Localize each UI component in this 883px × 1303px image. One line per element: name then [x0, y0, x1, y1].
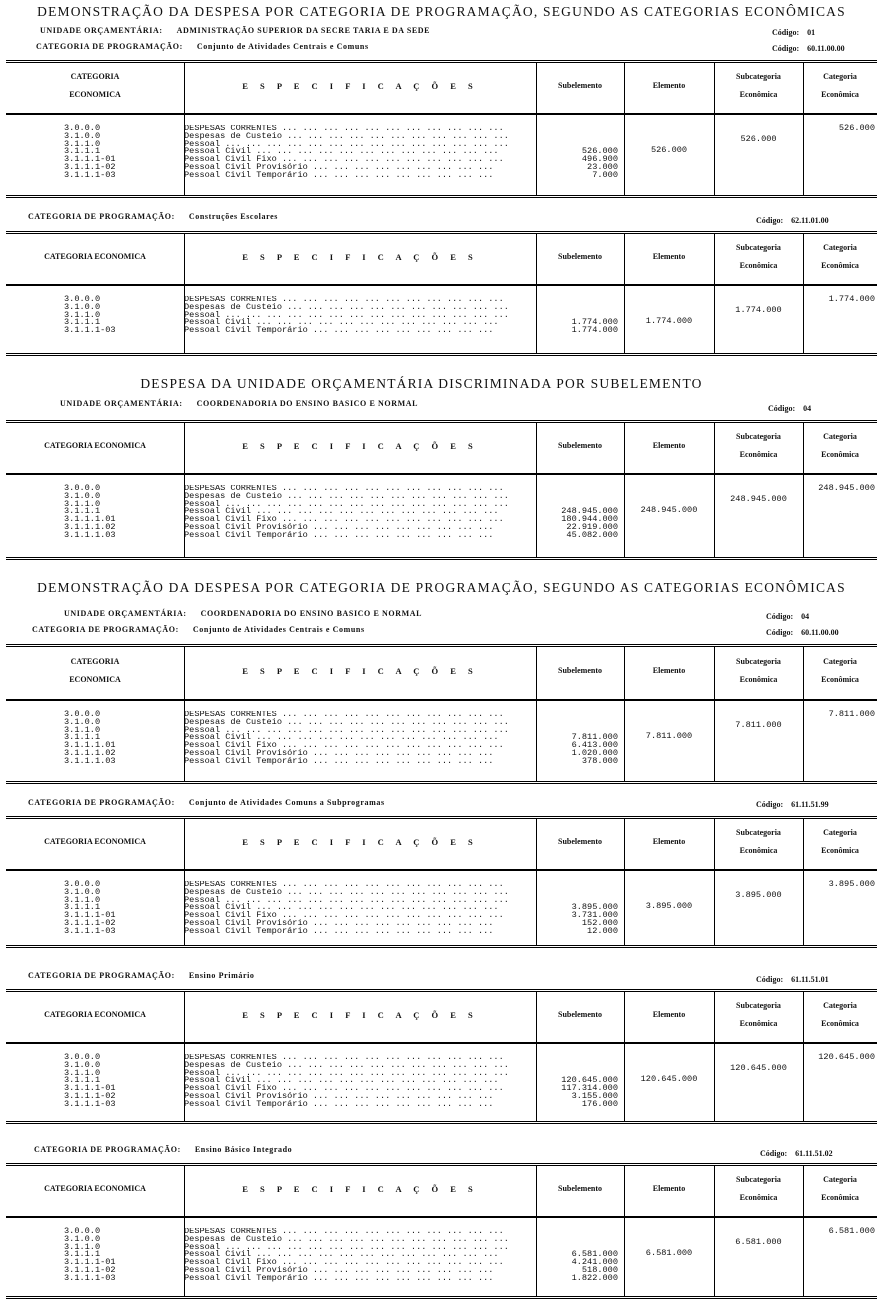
section7-categoria-codigo: 61.11.51.02	[795, 1149, 833, 1158]
row-code: 3.1.1.1-02	[64, 1090, 116, 1101]
row-description: Pessoal Civil Fixo ... ... ... ... ... ... ... ... ... ... ...	[184, 154, 504, 165]
row-description: DESPESAS CORRENTES ... ... ... ... ... ... ... ... ... ... ...	[184, 1054, 504, 1062]
header-subcategoria-economica: Econômica	[739, 675, 778, 684]
header-categoria-col: Categoria	[823, 657, 857, 666]
row-description: Pessoal ... ... ... ... ... ... ... ... ... ... ... ... ... ...	[184, 498, 509, 509]
header-subcategoria: Subcategoria	[736, 432, 781, 441]
row-subelemento: 1.774.000	[571, 325, 618, 336]
row-code: 3.1.1.1.01	[64, 514, 116, 525]
section3-title: DESPESA DA UNIDADE ORÇAMENTÁRIA DISCRIMINADA POR SUBELEMENTO	[140, 376, 703, 391]
row-code: 3.1.1.0	[64, 498, 101, 509]
row-code: 3.1.1.1-01	[64, 154, 116, 165]
section2-categoria-line: CATEGORIA DE PROGRAMAÇÃO: Construções Escolares	[28, 212, 278, 221]
section2-categoria-codigo: 62.11.01.00	[791, 216, 829, 225]
row-description: Pessoal Civil Fixo ... ... ... ... ... ... ... ... ... ... ...	[184, 1083, 504, 1094]
header-elemento: Elemento	[652, 441, 686, 450]
header-categoria-col: Categoria	[823, 1001, 857, 1010]
subelementos-column	[540, 125, 618, 180]
elemento-value: 248.945.000	[640, 504, 698, 515]
row-description: Despesas de Custeio ... ... ... ... ... ... ... ... ... ... ...	[184, 301, 509, 312]
section1-categoria: Conjunto de Atividades Centrais e Comuns	[196, 42, 369, 51]
row-subelemento	[540, 881, 618, 889]
row-code: 3.1.0.0	[64, 130, 101, 141]
section1-unidade-codigo: 01	[807, 28, 816, 37]
categoria-value: 7.811.000	[828, 709, 875, 720]
section5-categoria-codigo-line: Código: 61.11.51.99	[756, 800, 829, 809]
row-subelemento	[540, 125, 618, 133]
codes-column	[64, 711, 116, 766]
row-subelemento	[540, 1062, 618, 1070]
row-subelemento: 4.241.000	[571, 1257, 618, 1268]
section6-categoria-codigo: 61.11.51.01	[791, 975, 829, 984]
row-subelemento: 378.000	[581, 755, 618, 766]
row-description: Pessoal Civil Temporário ... ... ... ... ... ... ... ... ...	[184, 1098, 494, 1109]
header-categoria-col: Categoria	[823, 432, 857, 441]
row-description: Despesas de Custeio ... ... ... ... ... ... ... ... ... ... ...	[184, 130, 509, 141]
section1-unidade: ADMINISTRAÇÃO SUPERIOR DA SECRE TARIA E DA SEDE	[176, 26, 431, 35]
row-description: Pessoal Civil ... ... ... ... ... ... ... ... ... ... ... ...	[184, 902, 499, 913]
section3-unidade: COORDENADORIA DO ENSINO BASICO E NORMAL	[196, 399, 419, 408]
subelementos-column	[540, 1228, 618, 1283]
row-subelemento: 1.020.000	[571, 747, 618, 758]
subcategoria-value: 6.581.000	[735, 1237, 782, 1248]
section1-table	[6, 60, 877, 198]
header-subelemento: Subelemento	[558, 1010, 602, 1019]
row-code: 3.1.1.1	[64, 317, 101, 328]
row-subelemento: 117.314.000	[561, 1083, 618, 1094]
row-description: Pessoal Civil Temporário ... ... ... ... ... ... ... ... ...	[184, 529, 494, 540]
row-subelemento: 6.581.000	[571, 1249, 618, 1260]
row-subelemento	[540, 296, 618, 304]
row-description: DESPESAS CORRENTES ... ... ... ... ... ... ... ... ... ... ...	[184, 1228, 504, 1236]
row-code: 3.1.1.1.03	[64, 755, 116, 766]
section4-categoria-codigo: 60.11.00.00	[801, 628, 839, 637]
header-categoria-col: Categoria	[823, 243, 857, 252]
header-subcategoria: Subcategoria	[736, 1001, 781, 1010]
section4-table	[6, 644, 877, 784]
header-categoria-col: Categoria	[823, 72, 857, 81]
section6-categoria-codigo-line: Código: 61.11.51.01	[756, 975, 829, 984]
header-subcategoria-economica: Econômica	[739, 450, 778, 459]
row-code: 3.1.1.0	[64, 724, 101, 735]
section5-categoria-codigo: 61.11.51.99	[791, 800, 829, 809]
section5-table	[6, 816, 877, 948]
row-subelemento: 152.000	[581, 917, 618, 928]
row-code: 3.0.0.0	[64, 483, 101, 493]
row-description: Pessoal Civil ... ... ... ... ... ... ... ... ... ... ... ...	[184, 732, 499, 743]
subcategoria-value: 120.645.000	[730, 1063, 787, 1074]
row-code: 3.0.0.0	[64, 1052, 101, 1062]
row-description: Despesas de Custeio ... ... ... ... ... ... ... ... ... ... ...	[184, 490, 509, 501]
row-description: Pessoal ... ... ... ... ... ... ... ... ... ... ... ... ... ...	[184, 309, 509, 320]
row-subelemento: 3.731.000	[571, 910, 618, 921]
header-elemento: Elemento	[652, 81, 686, 90]
row-code: 3.1.1.1.03	[64, 529, 116, 540]
row-code: 3.1.1.1-03	[64, 169, 116, 180]
header-categoria-economica-col: Econômica	[821, 1193, 859, 1202]
row-code: 3.1.1.1-02	[64, 917, 116, 928]
descriptions-column	[184, 711, 534, 766]
header-categoria-economica: CATEGORIA ECONOMICA	[44, 1184, 146, 1193]
header-categoria-economica-col: Econômica	[821, 846, 859, 855]
header-subcategoria: Subcategoria	[736, 1175, 781, 1184]
descriptions-column	[184, 1054, 534, 1109]
header-subcategoria: Subcategoria	[736, 828, 781, 837]
row-description: Pessoal ... ... ... ... ... ... ... ... ... ... ... ... ... ...	[184, 138, 509, 149]
header-especificacoes: E S P E C I F I C A Ç Õ E S	[242, 81, 478, 91]
section2-categoria-codigo-line: Código: 62.11.01.00	[756, 216, 829, 225]
row-code: 3.1.1.1	[64, 146, 101, 157]
row-code: 3.0.0.0	[64, 294, 101, 304]
section1-unidade-line: UNIDADE ORÇAMENTÁRIA: ADMINISTRAÇÃO SUPERIOR DA SECRE TARIA E DA SEDE	[40, 26, 431, 35]
row-description: Pessoal Civil Fixo ... ... ... ... ... ... ... ... ... ... ...	[184, 740, 504, 751]
section7-table	[6, 1163, 877, 1299]
section7-categoria: Ensino Básico Integrado	[194, 1145, 293, 1154]
row-subelemento: 120.645.000	[561, 1075, 618, 1086]
row-code: 3.1.1.1-01	[64, 910, 116, 921]
row-subelemento	[540, 889, 618, 897]
row-description: DESPESAS CORRENTES ... ... ... ... ... ... ... ... ... ... ...	[184, 296, 504, 304]
header-subelemento: Subelemento	[558, 252, 602, 261]
section1-categoria-codigo: 60.11.00.00	[807, 44, 845, 53]
section1-unidade-codigo-line: Código: 01	[772, 28, 816, 37]
row-subelemento: 22.919.000	[566, 521, 618, 532]
row-code: 3.0.0.0	[64, 1226, 101, 1236]
row-subelemento: 6.413.000	[571, 740, 618, 751]
header-categoria-economica: CATEGORIA ECONOMICA	[44, 1010, 146, 1019]
row-description: Pessoal Civil ... ... ... ... ... ... ... ... ... ... ... ...	[184, 317, 499, 328]
section1-categoria-line: CATEGORIA DE PROGRAMAÇÃO: Conjunto de Atividades Centrais e Comuns	[36, 42, 369, 51]
row-description: Pessoal Civil Provisório ... ... ... ... ... ... ... ... ...	[184, 161, 494, 172]
row-description: Pessoal Civil Fixo ... ... ... ... ... ... ... ... ... ... ...	[184, 514, 504, 525]
row-subelemento	[540, 1054, 618, 1062]
row-description: DESPESAS CORRENTES ... ... ... ... ... ... ... ... ... ... ...	[184, 881, 504, 889]
header-subcategoria-economica: Econômica	[739, 1193, 778, 1202]
row-code: 3.1.1.1-03	[64, 1098, 116, 1109]
elemento-value: 526.000	[650, 144, 688, 155]
header-categoria: CATEGORIA	[70, 72, 120, 81]
header-categoria-economica: CATEGORIA ECONOMICA	[44, 837, 146, 846]
header-subcategoria: Subcategoria	[736, 657, 781, 666]
header-elemento: Elemento	[652, 1010, 686, 1019]
categoria-value: 6.581.000	[828, 1226, 875, 1237]
header-categoria-economica-col: Econômica	[821, 675, 859, 684]
header-categoria-economica-col: Econômica	[821, 90, 859, 99]
categoria-value: 1.774.000	[828, 294, 875, 305]
row-subelemento: 248.945.000	[561, 506, 618, 517]
row-code: 3.1.1.1-01	[64, 1257, 116, 1268]
row-subelemento	[540, 711, 618, 719]
row-description: Pessoal Civil Temporário ... ... ... ... ... ... ... ... ...	[184, 1272, 494, 1283]
header-subcategoria-economica: Econômica	[739, 261, 778, 270]
codes-column	[64, 125, 116, 180]
header-elemento: Elemento	[652, 252, 686, 261]
descriptions-column	[184, 881, 534, 936]
section5-categoria: Conjunto de Atividades Comuns a Subprogramas	[188, 798, 385, 807]
row-code: 3.1.1.1.02	[64, 521, 116, 532]
row-subelemento: 7.000	[592, 169, 618, 180]
row-subelemento	[540, 485, 618, 493]
codes-column	[64, 485, 116, 540]
row-description: Pessoal Civil ... ... ... ... ... ... ... ... ... ... ... ...	[184, 506, 499, 517]
section4-title: DEMONSTRAÇÃO DA DESPESA POR CATEGORIA DE PROGRAMAÇÃO, SEGUNDO AS CATEGORIAS ECONÔMICAS	[37, 580, 846, 595]
header-elemento: Elemento	[652, 1184, 686, 1193]
categoria-value: 526.000	[838, 123, 875, 134]
section3-unidade-line: UNIDADE ORÇAMENTÁRIA: COORDENADORIA DO ENSINO BASICO E NORMAL	[60, 399, 419, 408]
codes-column	[64, 1228, 116, 1283]
row-description: Pessoal Civil Provisório ... ... ... ... ... ... ... ... ...	[184, 917, 494, 928]
header-economica: ECONOMICA	[69, 675, 121, 684]
row-subelemento: 3.895.000	[571, 902, 618, 913]
row-code: 3.1.1.0	[64, 894, 101, 905]
row-description: Pessoal ... ... ... ... ... ... ... ... ... ... ... ... ... ...	[184, 724, 509, 735]
header-especificacoes: E S P E C I F I C A Ç Õ E S	[242, 1010, 478, 1020]
section7-categoria-codigo-line: Código: 61.11.51.02	[760, 1149, 833, 1158]
header-categoria-economica: CATEGORIA ECONOMICA	[44, 441, 146, 450]
row-code: 3.1.1.1	[64, 902, 101, 913]
row-code: 3.1.0.0	[64, 1233, 101, 1244]
row-description: Pessoal Civil ... ... ... ... ... ... ... ... ... ... ... ...	[184, 1075, 499, 1086]
section4-unidade-line: UNIDADE ORÇAMENTÁRIA: COORDENADORIA DO ENSINO BASICO E NORMAL	[64, 609, 423, 618]
header-subelemento: Subelemento	[558, 1184, 602, 1193]
row-code: 3.1.1.1-03	[64, 925, 116, 936]
row-description: DESPESAS CORRENTES ... ... ... ... ... ... ... ... ... ... ...	[184, 711, 504, 719]
subelementos-column	[540, 1054, 618, 1109]
subelementos-column	[540, 296, 618, 335]
row-code: 3.1.1.0	[64, 1067, 101, 1078]
subcategoria-value: 1.774.000	[735, 305, 782, 316]
row-code: 3.1.1.1.01	[64, 740, 116, 751]
header-categoria-economica: CATEGORIA ECONOMICA	[44, 252, 146, 261]
row-subelemento: 1.774.000	[571, 317, 618, 328]
section6-categoria-line: CATEGORIA DE PROGRAMAÇÃO: Ensino Primário	[28, 971, 255, 980]
header-categoria-economica-col: Econômica	[821, 1019, 859, 1028]
header-elemento: Elemento	[652, 837, 686, 846]
row-subelemento: 3.155.000	[571, 1090, 618, 1101]
elemento-value: 3.895.000	[645, 900, 693, 911]
row-subelemento: 176.000	[581, 1098, 618, 1109]
row-subelemento: 496.900	[581, 154, 618, 165]
row-subelemento	[540, 1236, 618, 1244]
row-description: Pessoal ... ... ... ... ... ... ... ... ... ... ... ... ... ...	[184, 1241, 509, 1252]
row-subelemento	[540, 304, 618, 312]
row-code: 3.1.1.1-02	[64, 161, 116, 172]
row-subelemento: 7.811.000	[571, 732, 618, 743]
row-code: 3.1.1.0	[64, 309, 101, 320]
row-description: Pessoal Civil ... ... ... ... ... ... ... ... ... ... ... ...	[184, 146, 499, 157]
row-description: Pessoal Civil Temporário ... ... ... ... ... ... ... ... ...	[184, 169, 494, 180]
row-description: Despesas de Custeio ... ... ... ... ... ... ... ... ... ... ...	[184, 716, 509, 727]
row-description: Pessoal Civil Provisório ... ... ... ... ... ... ... ... ...	[184, 521, 494, 532]
header-economica: ECONOMICA	[69, 90, 121, 99]
section5-categoria-line: CATEGORIA DE PROGRAMAÇÃO: Conjunto de Atividades Comuns a Subprogramas	[28, 798, 385, 807]
row-subelemento: 1.822.000	[571, 1272, 618, 1283]
section1-categoria-codigo-line: Código: 60.11.00.00	[772, 44, 845, 53]
section3-table	[6, 420, 877, 560]
row-code: 3.1.1.1	[64, 1075, 101, 1086]
section2-categoria: Construções Escolares	[188, 212, 278, 221]
header-subcategoria-economica: Econômica	[739, 1019, 778, 1028]
row-description: Despesas de Custeio ... ... ... ... ... ... ... ... ... ... ...	[184, 1059, 509, 1070]
row-description: Pessoal Civil Temporário ... ... ... ... ... ... ... ... ...	[184, 925, 494, 936]
header-subelemento: Subelemento	[558, 837, 602, 846]
header-categoria: CATEGORIA	[70, 657, 120, 666]
section4-categoria-line: CATEGORIA DE PROGRAMAÇÃO: Conjunto de Atividades Centrais e Comuns	[32, 625, 365, 634]
subcategoria-value: 3.895.000	[735, 890, 782, 901]
header-subcategoria: Subcategoria	[736, 72, 781, 81]
descriptions-column	[184, 485, 534, 540]
header-subcategoria-economica: Econômica	[739, 90, 778, 99]
header-especificacoes: E S P E C I F I C A Ç Õ E S	[242, 1184, 478, 1194]
row-description: Despesas de Custeio ... ... ... ... ... ... ... ... ... ... ...	[184, 886, 509, 897]
header-categoria-col: Categoria	[823, 828, 857, 837]
categoria-value: 248.945.000	[818, 483, 875, 494]
row-description: Pessoal Civil Fixo ... ... ... ... ... ... ... ... ... ... ...	[184, 910, 504, 921]
subelementos-column	[540, 711, 618, 766]
section4-unidade: COORDENADORIA DO ENSINO BASICO E NORMAL	[200, 609, 423, 618]
row-code: 3.1.0.0	[64, 490, 101, 501]
header-especificacoes: E S P E C I F I C A Ç Õ E S	[242, 837, 478, 847]
elemento-value: 1.774.000	[645, 315, 693, 326]
row-code: 3.1.0.0	[64, 1059, 101, 1070]
codes-column	[64, 881, 116, 936]
row-subelemento	[540, 493, 618, 501]
header-categoria-col: Categoria	[823, 1175, 857, 1184]
elemento-value: 7.811.000	[645, 730, 693, 741]
codes-column	[64, 296, 116, 335]
row-description: Pessoal Civil Temporário ... ... ... ... ... ... ... ... ...	[184, 755, 494, 766]
descriptions-column	[184, 296, 534, 335]
header-categoria-economica-col: Econômica	[821, 261, 859, 270]
row-description: Pessoal Civil Temporário ... ... ... ... ... ... ... ... ...	[184, 325, 494, 335]
section3-unidade-codigo-line: Código: 04	[768, 404, 812, 413]
row-code: 3.1.1.1-01	[64, 1083, 116, 1094]
header-subelemento: Subelemento	[558, 441, 602, 450]
row-description: DESPESAS CORRENTES ... ... ... ... ... ... ... ... ... ... ...	[184, 125, 504, 133]
row-subelemento: 23.000	[587, 161, 618, 172]
row-subelemento	[540, 1228, 618, 1236]
row-code: 3.1.1.0	[64, 138, 101, 149]
descriptions-column	[184, 1228, 534, 1283]
row-code: 3.1.1.1.02	[64, 747, 116, 758]
row-code: 3.1.0.0	[64, 716, 101, 727]
codes-column	[64, 1054, 116, 1109]
header-subcategoria-economica: Econômica	[739, 846, 778, 855]
row-code: 3.1.0.0	[64, 886, 101, 897]
row-subelemento	[540, 133, 618, 141]
row-subelemento: 12.000	[587, 925, 618, 936]
section2-table	[6, 231, 877, 356]
header-elemento: Elemento	[652, 666, 686, 675]
row-description: Pessoal Civil Provisório ... ... ... ... ... ... ... ... ...	[184, 1264, 494, 1275]
header-especificacoes: E S P E C I F I C A Ç Õ E S	[242, 252, 478, 262]
header-subcategoria: Subcategoria	[736, 243, 781, 252]
section3-unidade-codigo: 04	[803, 404, 812, 413]
section6-table	[6, 989, 877, 1124]
descriptions-column	[184, 125, 534, 180]
subcategoria-value: 248.945.000	[730, 494, 787, 505]
section4-unidade-codigo-line: Código: 04	[766, 612, 810, 621]
row-code: 3.0.0.0	[64, 709, 101, 719]
categoria-value: 120.645.000	[818, 1052, 875, 1063]
row-description: Pessoal Civil ... ... ... ... ... ... ... ... ... ... ... ...	[184, 1249, 499, 1260]
header-subelemento: Subelemento	[558, 666, 602, 675]
header-categoria-economica-col: Econômica	[821, 450, 859, 459]
section4-categoria: Conjunto de Atividades Centrais e Comuns	[192, 625, 365, 634]
section4-categoria-codigo-line: Código: 60.11.00.00	[766, 628, 839, 637]
row-description: Despesas de Custeio ... ... ... ... ... ... ... ... ... ... ...	[184, 1233, 509, 1244]
row-description: Pessoal ... ... ... ... ... ... ... ... ... ... ... ... ... ...	[184, 1067, 509, 1078]
row-code: 3.0.0.0	[64, 879, 101, 889]
subcategoria-value: 7.811.000	[735, 720, 782, 731]
elemento-value: 120.645.000	[640, 1073, 698, 1084]
section1-title: DEMONSTRAÇÃO DA DESPESA POR CATEGORIA DE PROGRAMAÇÃO, SEGUNDO AS CATEGORIAS ECONÔMICAS	[37, 4, 846, 19]
row-code: 3.1.1.1	[64, 506, 101, 517]
row-code: 3.1.1.1-03	[64, 325, 116, 336]
categoria-value: 3.895.000	[828, 879, 875, 890]
row-subelemento: 526.000	[581, 146, 618, 157]
row-code: 3.1.1.1	[64, 732, 101, 743]
subelementos-column	[540, 485, 618, 540]
section4-unidade-codigo: 04	[801, 612, 810, 621]
row-code: 3.1.0.0	[64, 301, 101, 312]
row-code: 3.1.1.1-02	[64, 1264, 116, 1275]
row-description: Pessoal ... ... ... ... ... ... ... ... ... ... ... ... ... ...	[184, 894, 509, 905]
row-subelemento: 45.082.000	[566, 529, 618, 540]
row-description: Pessoal Civil Fixo ... ... ... ... ... ... ... ... ... ... ...	[184, 1257, 504, 1268]
row-description: DESPESAS CORRENTES ... ... ... ... ... ... ... ... ... ... ...	[184, 485, 504, 493]
row-code: 3.0.0.0	[64, 123, 101, 133]
section6-categoria: Ensino Primário	[188, 971, 255, 980]
header-subelemento: Subelemento	[558, 81, 602, 90]
row-subelemento	[540, 719, 618, 727]
subcategoria-value: 526.000	[740, 134, 777, 145]
subelementos-column	[540, 881, 618, 936]
row-code: 3.1.1.1-03	[64, 1272, 116, 1283]
row-code: 3.1.1.0	[64, 1241, 101, 1252]
header-especificacoes: E S P E C I F I C A Ç Õ E S	[242, 441, 478, 451]
elemento-value: 6.581.000	[645, 1247, 693, 1258]
row-subelemento: 518.000	[581, 1264, 618, 1275]
row-code: 3.1.1.1	[64, 1249, 101, 1260]
header-especificacoes: E S P E C I F I C A Ç Õ E S	[242, 666, 478, 676]
row-description: Pessoal Civil Provisório ... ... ... ... ... ... ... ... ...	[184, 747, 494, 758]
section7-categoria-line: CATEGORIA DE PROGRAMAÇÃO: Ensino Básico Integrado	[34, 1145, 293, 1154]
row-subelemento: 180.944.000	[561, 514, 618, 525]
row-description: Pessoal Civil Provisório ... ... ... ... ... ... ... ... ...	[184, 1090, 494, 1101]
